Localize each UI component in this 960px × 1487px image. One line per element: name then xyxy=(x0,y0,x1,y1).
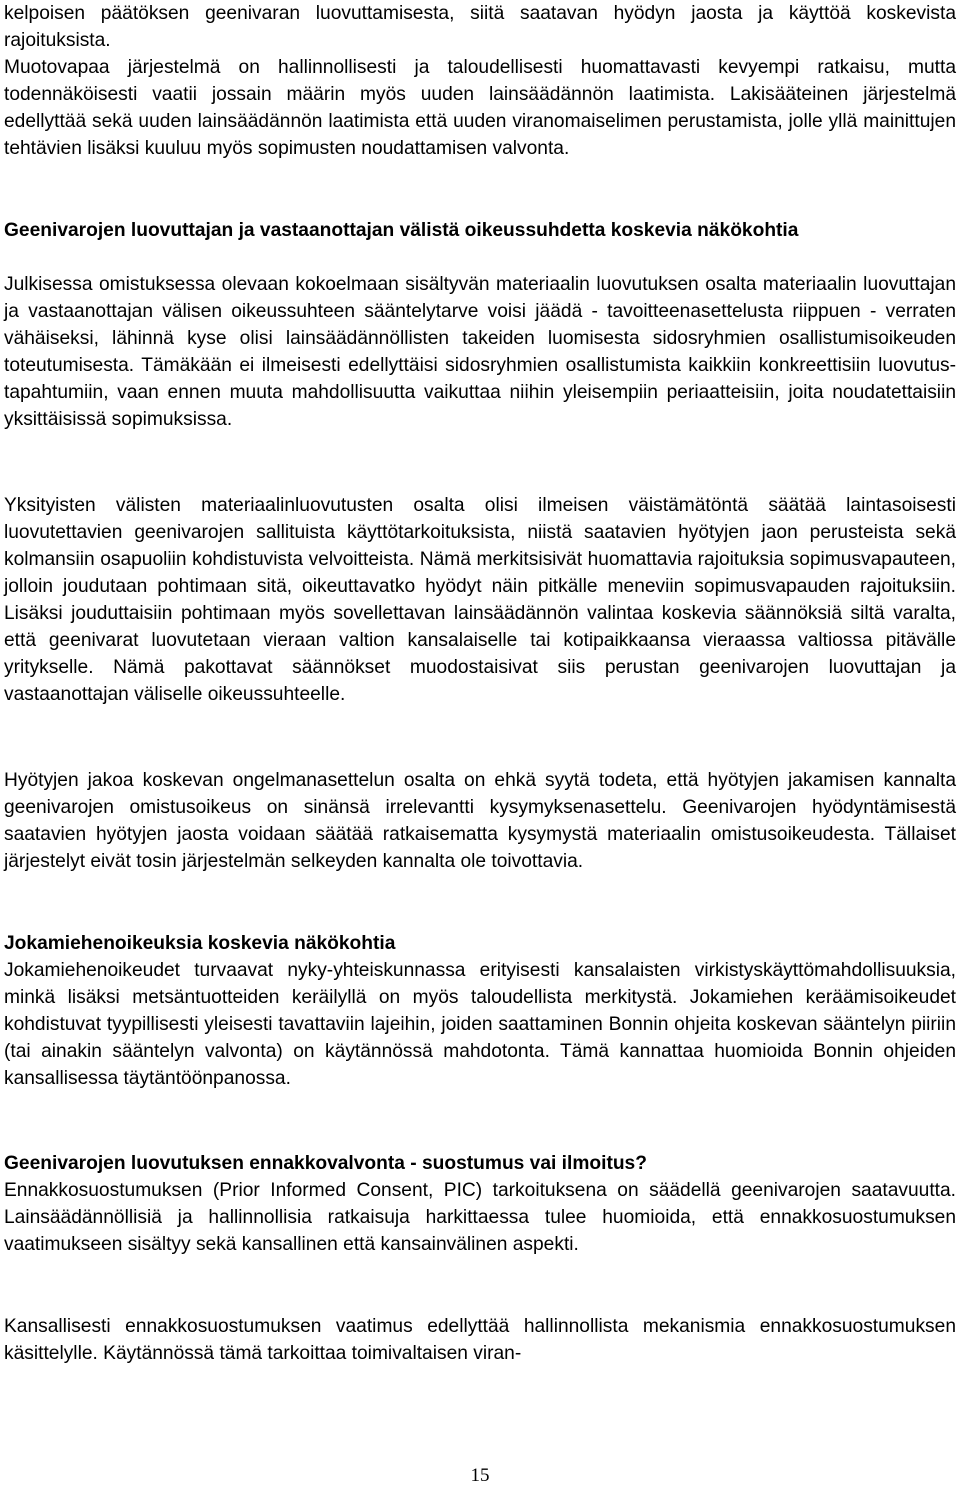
paragraph-7: Ennakkosuostumuksen (Prior Informed Consent, PIC) tarkoituksena on säädellä geenivarojen saatavuutta. Lainsäädännöllisiä ja hallinnollisia ratkaisuja harkittaessa tulee huomioida, että ennakkosuostumuksen vaatimukseen sisältyy sekä kansallinen että kansainvälinen aspekti. xyxy=(4,1180,956,1255)
heading-jokamiehenoikeuksia: Jokamiehenoikeuksia koskevia näkökohtia xyxy=(4,933,396,954)
paragraph-5: Hyötyjen jakoa koskevan ongelmanasettelun osalta on ehkä syytä todeta, että hyötyjen jakamisen kannalta geenivarojen omistusoikeus on sinänsä irrelevantti kysymyksenasettelu. Geenivarojen hyödyntämisestä saatavien hyötyjen jaosta voidaan säätää ratkaisematta kysymystä materiaalin omistusoikeudesta. Tällaiset järjestelyt eivät tosin järjestelmän selkeyden kannalta ole toivottavia. xyxy=(4,770,956,872)
paragraph-4: Yksityisten välisten materiaalinluovutusten osalta olisi ilmeisen väistämätöntä säätää laintasoisesti luovutettavien geenivarojen sallituista käyttötarkoituksista, niistä saatavien hyötyjen jaon perusteista sekä kolmansiin osapuoliin kohdistuvista velvoitteista. Nämä merkitsisivät huomattavia rajoituksia sopimusvapauteen, jolloin joudutaan pohtimaan sitä, oikeuttavatko hyödyt näin pitkälle meneviin sopimusvapauden rajoituksiin. Lisäksi jouduttaisiin pohtimaan myös sovellettavan lainsäädännön valintaa koskevia säännöksiä siltä varalta, että geenivarat luovutetaan vieraan valtion kansalaiselle tai kotipaikkaansa vieraassa valtiossa pitävälle yritykselle. Nämä pakottavat säännökset muodostaisivat siis perustan geenivarojen luovuttajan ja vastaanottajan väliselle oikeussuhteelle. xyxy=(4,495,956,705)
heading-geenivarojen-luovuttajan: Geenivarojen luovuttajan ja vastaanottajan välistä oikeussuhdetta koskevia näkökohtia xyxy=(4,220,799,241)
paragraph-2: Muotovapaa järjestelmä on hallinnollisesti ja taloudellisesti huomattavasti kevyempi ratkaisu, mutta todennäköisesti vaatii jossain määrin myös uuden lainsäädännön laatimista. Lakisääteinen järjestelmä edellyttää sekä uuden lainsäädännön laatimista että uuden viranomaiselimen perustamista, jolle yllä mainittujen tehtävien lisäksi kuuluu myös sopimusten noudattamisen valvonta. xyxy=(4,57,956,159)
paragraph-3: Julkisessa omistuksessa olevaan kokoelmaan sisältyvän materiaalin luovutuksen osalta materiaalin luovuttajan ja vastaanottajan välisen oikeussuhteen sääntelytarve voisi jäädä - tavoitteenasettelusta riippuen - verraten vähäiseksi, lähinnä kyse olisi lainsäädännöllisten takeiden luomisesta sidosryhmien osallistumisoikeuden toteutumisesta. Tämäkään ei ilmeisesti edellyttäisi sidosryhmien osallistumista kaikkiin konkreettisiin luovutustapahtumiin, vaan ennen muuta mahdollisuutta vaikuttaa niihin yleisempiin periaatteisiin, joita noudatettaisiin yksittäisissä sopimuksissa. xyxy=(4,274,956,430)
paragraph-1: kelpoisen päätöksen geenivaran luovuttamisesta, siitä saatavan hyödyn jaosta ja käyttöä koskevista rajoituksista. xyxy=(4,3,956,51)
paragraph-6: Jokamiehenoikeudet turvaavat nyky-yhteiskunnassa erityisesti kansalaisten virkistyskäyttömahdollisuuksia, minkä lisäksi metsäntuotteiden keräilyllä on myös taloudellista merkitystä. Jokamiehen keräämisoikeudet kohdistuvat tyypillisesti yleisesti tavattaviin lajeihin, joiden saattaminen Bonnin ohjeita koskevan sääntelyn piiriin (tai ainakin sääntelyn valvonta) on käytännössä mahdotonta. Tämä kannattaa huomioida Bonnin ohjeiden kansallisessa täytäntöönpanossa. xyxy=(4,960,956,1089)
paragraph-8: Kansallisesti ennakkosuostumuksen vaatimus edellyttää hallinnollista mekanismia ennakkosuostumuksen käsittelylle. Käytännössä tämä tarkoittaa toimivaltaisen viran- xyxy=(4,1316,956,1364)
page-number: 15 xyxy=(470,1465,490,1486)
heading-ennakkovalvonta: Geenivarojen luovutuksen ennakkovalvonta - suostumus vai ilmoitus? xyxy=(4,1153,647,1174)
